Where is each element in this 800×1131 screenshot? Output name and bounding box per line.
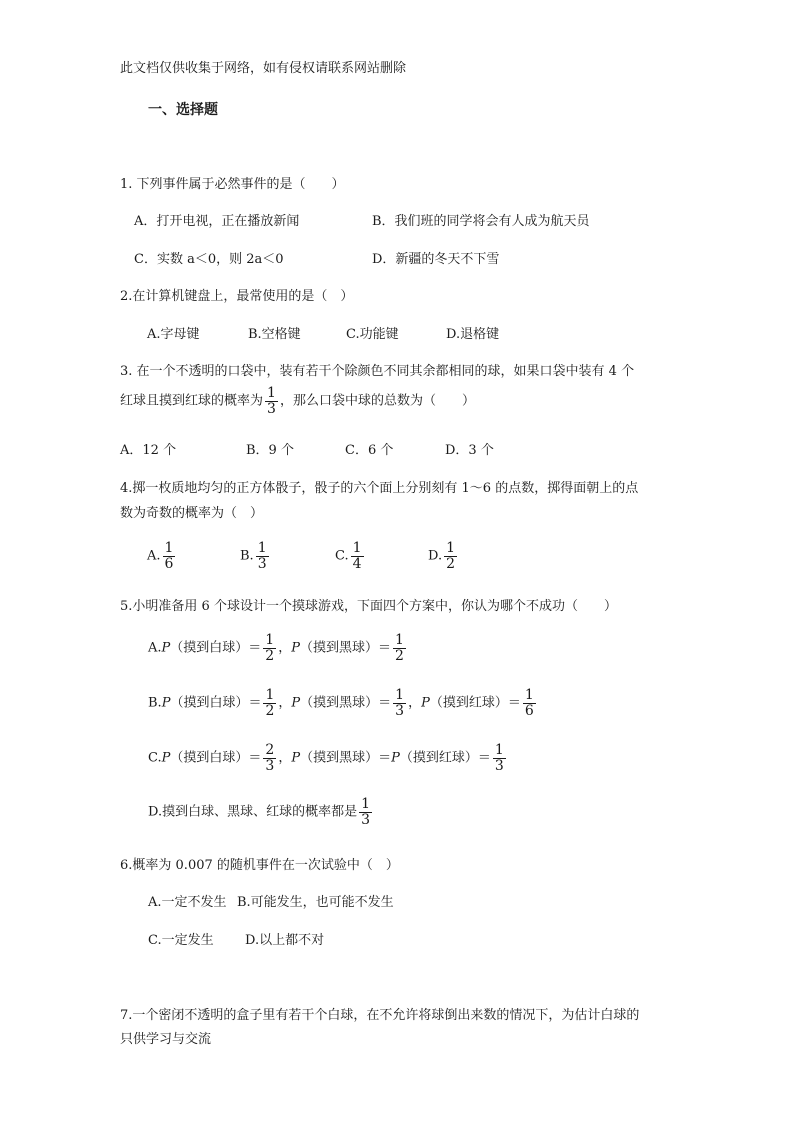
header-note: 此文档仅供收集于网络，如有侵权请联系网站删除 [120, 61, 407, 76]
q5-a-frac2-num: 1 [395, 632, 404, 648]
q4-b-den: 3 [257, 555, 267, 572]
q5-b-comma1: ， [278, 695, 292, 711]
q3-option-c: C．6 个 [345, 443, 394, 458]
q4-d-den: 2 [446, 555, 456, 572]
q2-option-d: D.退格键 [446, 327, 500, 342]
q4-b-num: 1 [257, 540, 267, 556]
q1-option-c: C．实数 a＜0，则 2a＜0 [134, 252, 284, 267]
q4-option-a-fraction [163, 541, 176, 571]
q4-option-c [335, 541, 366, 571]
q3-stem-pre: 红球且摸到红球的概率为 [120, 393, 264, 409]
q6-option-c: C.一定发生 [148, 933, 214, 948]
q3-stem-line2 [120, 386, 475, 416]
q6-stem: 6.概率为 0.007 的随机事件在一次试验中（ ） [120, 858, 399, 873]
q5-b-frac2-den: 3 [395, 702, 405, 719]
q5-c-p1: P [161, 750, 171, 766]
q5-c-white: （摸到白球）＝ [170, 750, 262, 766]
q5-b-p2: P [291, 695, 301, 711]
q5-a-frac1 [263, 633, 276, 663]
q5-b-frac1 [263, 688, 276, 718]
q4-a-den: 6 [164, 555, 174, 572]
q5-a-p2: P [291, 640, 300, 656]
q5-c-frac1 [263, 743, 276, 773]
q4-a-num: 1 [164, 540, 174, 556]
q5-d-text: D.摸到白球、黑球、红球的概率都是 [148, 804, 358, 820]
q5-b-label: B. [148, 695, 162, 711]
q5-a-black: （摸到黑球）＝ [299, 640, 391, 656]
q3-fraction-den: 3 [267, 400, 276, 417]
q5-b-comma2: ， [408, 695, 422, 711]
q1-option-b: B．我们班的同学将会有人成为航天员 [372, 214, 590, 229]
q5-option-d [148, 797, 374, 827]
q2-option-a: A.字母键 [147, 327, 200, 342]
q3-option-a: A．12 个 [120, 443, 177, 458]
q3-option-b: B．9 个 [246, 443, 294, 458]
q5-b-frac2-num: 1 [395, 687, 405, 703]
q4-c-num: 1 [352, 540, 362, 556]
q5-b-frac3 [523, 688, 536, 718]
q3-fraction [265, 386, 278, 416]
q5-c-frac2-num: 1 [494, 742, 504, 758]
q4-c-den: 4 [352, 555, 362, 572]
q3-option-d: D．3 个 [445, 443, 494, 458]
q6-option-d: D.以上都不对 [245, 933, 325, 948]
q5-c-p2: P [291, 750, 301, 766]
q4-option-d [428, 541, 459, 571]
q5-b-frac1-den: 2 [265, 702, 275, 719]
q5-d-frac-num: 1 [361, 796, 371, 812]
q5-a-p1: P [161, 640, 171, 656]
q5-option-b [148, 688, 538, 718]
q5-c-frac2-den: 3 [494, 757, 504, 774]
q5-c-red: （摸到红球）＝ [399, 750, 491, 766]
q5-stem: 5.小明准备用 6 个球设计一个摸球游戏，下面四个方案中，你认为哪个不成功（ ） [120, 599, 617, 614]
q3-stem-line1: 3. 在一个不透明的口袋中，装有若干个除颜色不同其余都相同的球，如果口袋中装有 4 个 [120, 364, 635, 379]
q5-b-p1: P [161, 695, 171, 711]
q4-option-b-label: B. [240, 548, 254, 564]
q3-fraction-num: 1 [267, 385, 276, 401]
q5-d-frac [359, 797, 372, 827]
q6-option-b: B.可能发生，也可能不发生 [237, 895, 394, 910]
q5-b-red: （摸到红球）＝ [429, 695, 521, 711]
q5-b-frac3-num: 1 [524, 687, 534, 703]
q5-b-frac3-den: 6 [524, 702, 534, 719]
q5-a-frac2-den: 2 [395, 647, 404, 664]
q4-stem-line2: 数为奇数的概率为（ ） [120, 506, 264, 521]
q4-option-d-fraction [444, 541, 457, 571]
q5-c-label: C. [148, 750, 162, 766]
q5-option-a [148, 633, 408, 663]
q3-stem-post: ，那么口袋中球的总数为（ ） [279, 393, 475, 409]
q5-b-frac2 [393, 688, 406, 718]
q5-option-c [148, 743, 508, 773]
q4-stem-line1: 4.掷一枚质地均匀的正方体骰子，骰子的六个面上分别刻有 1～6 的点数，掷得面朝上的点 [120, 481, 639, 496]
q5-d-frac-den: 3 [361, 811, 371, 828]
q5-c-frac1-den: 3 [265, 757, 275, 774]
q2-option-c: C.功能键 [346, 327, 399, 342]
q1-stem: 1. 下列事件属于必然事件的是（ ） [120, 177, 345, 192]
q5-a-frac2 [393, 633, 406, 663]
q4-option-b [240, 541, 271, 571]
q4-d-num: 1 [446, 540, 456, 556]
q7-stem: 7.一个密闭不透明的盒子里有若干个白球，在不允许将球倒出来数的情况下，为估计白球的 [120, 1008, 640, 1023]
q5-a-label: A. [148, 640, 162, 656]
q4-option-b-fraction [256, 541, 269, 571]
q5-c-p3: P [391, 750, 400, 766]
q1-option-d: D．新疆的冬天不下雪 [372, 252, 500, 267]
q5-c-frac2 [493, 743, 506, 773]
q4-option-c-label: C. [335, 548, 349, 564]
q2-option-b: B.空格键 [248, 327, 301, 342]
q5-b-black: （摸到黑球）＝ [300, 695, 392, 711]
q4-option-c-fraction [351, 541, 364, 571]
q5-c-frac1-num: 2 [265, 742, 275, 758]
q6-option-a: A.一定不发生 [148, 895, 227, 910]
q4-option-a-label: A. [147, 548, 161, 564]
q5-b-white: （摸到白球）＝ [170, 695, 262, 711]
section-title: 一、选择题 [148, 102, 218, 118]
q4-option-a [147, 541, 177, 571]
q4-option-d-label: D. [428, 548, 443, 564]
q2-stem: 2.在计算机键盘上，最常使用的是（ ） [120, 289, 354, 304]
q5-c-black: （摸到黑球）＝ [300, 750, 392, 766]
q5-b-frac1-num: 1 [265, 687, 275, 703]
q5-a-comma: ， [278, 640, 292, 656]
q5-c-comma: ， [278, 750, 292, 766]
footer-note: 只供学习与交流 [120, 1032, 212, 1047]
q5-b-p3: P [421, 695, 430, 711]
q5-a-frac1-den: 2 [265, 647, 275, 664]
q1-option-a: A．打开电视，正在播放新闻 [134, 214, 300, 229]
q5-a-white: （摸到白球）＝ [170, 640, 262, 656]
q5-a-frac1-num: 1 [265, 632, 275, 648]
